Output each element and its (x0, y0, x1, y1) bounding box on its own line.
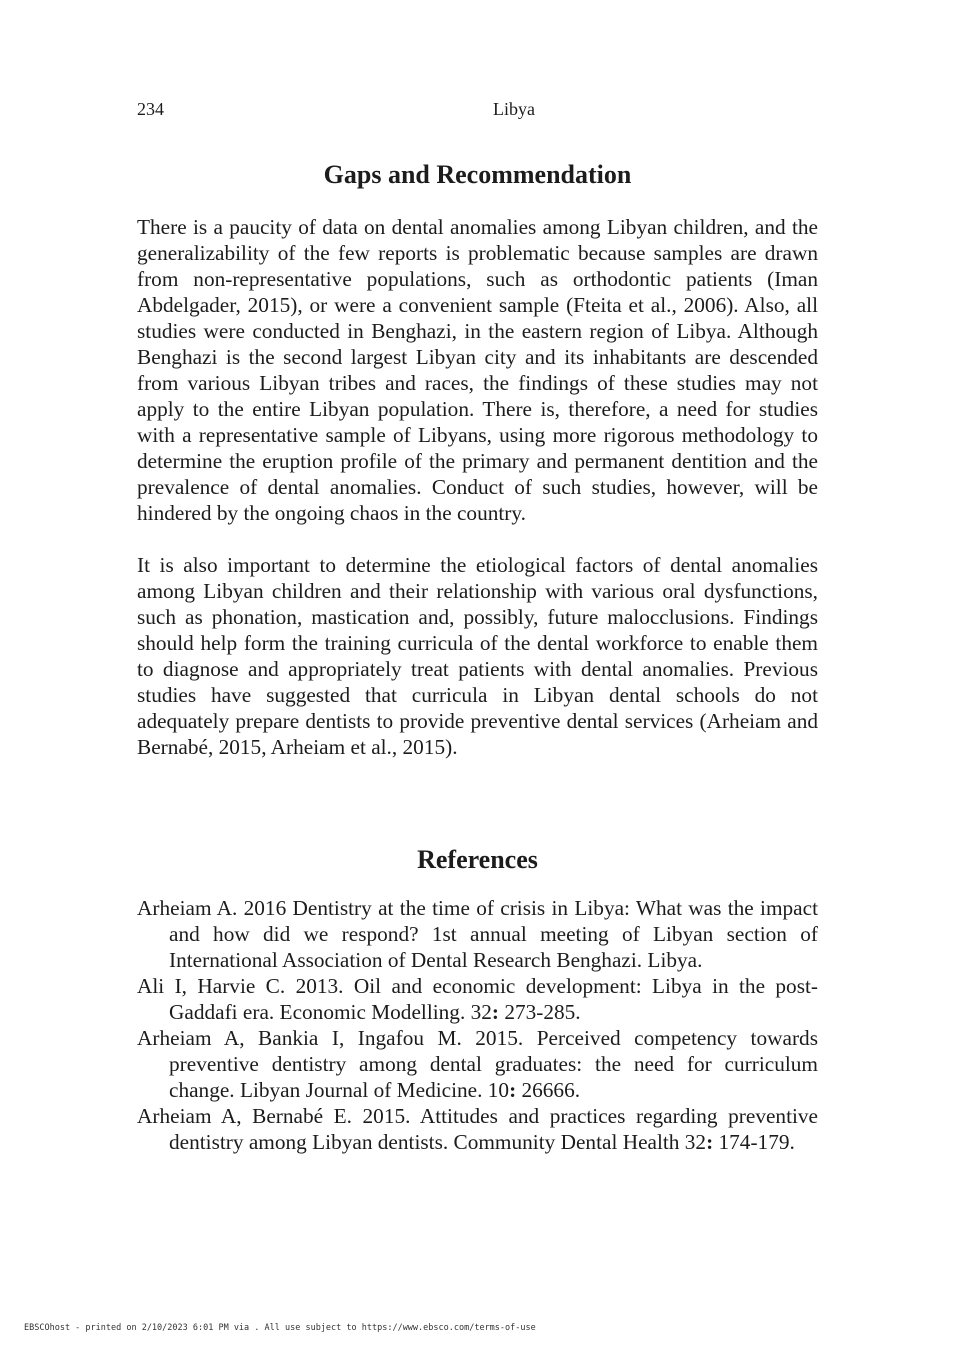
reference-item (137, 1025, 818, 1103)
reference-pages: 174-179. (713, 1130, 795, 1154)
gaps-section (137, 160, 818, 760)
paragraph-1: There is a paucity of data on dental anomalies among Libyan children, and the generalizability of the few reports is problematic because samples are drawn from non-representative populations, such as orthodontic patients (Iman Abdelgader, 2015), or were a convenient sample (Fteita et al., 2006). Also, all studies were conducted in Benghazi, in the eastern region of Libya. Although Benghazi is the second largest Libyan city and its inhabitants are descended from various Libyan tribes and races, the findings of these studies may not apply to the entire Libyan population. There is, therefore, a need for studies with a representative sample of Libyans, using more rigorous methodology to determine the eruption profile of the primary and permanent dentition and the prevalence of dental anomalies. Conduct of such studies, however, will be hindered by the ongoing chaos in the country. (137, 215, 818, 525)
section-heading-gaps: Gaps and Recommendation (323, 160, 632, 189)
running-head: Libya (493, 99, 535, 119)
reference-text: Arheiam A, Bankia I, Ingafou M. 2015. Perceived competency towards preventive dentistry among dental graduates: the need for curriculum change. Libyan Journal of Medicine. 10 (137, 1026, 818, 1102)
reference-text: Ali I, Harvie C. 2013. Oil and economic development: Libya in the post-Gaddafi era. Economic Modelling. 32 (137, 974, 818, 1024)
reference-colon: : (491, 1000, 499, 1024)
footer-notice: EBSCOhost - printed on 2/10/2023 6:01 PM via . All use subject to https://www.ebsco.com/terms-of-use (24, 1323, 536, 1333)
page-number: 234 (137, 99, 164, 119)
reference-pages: 26666. (516, 1078, 581, 1102)
reference-item (137, 973, 818, 1025)
reference-pages: 273-285. (499, 1000, 581, 1024)
reference-colon: : (509, 1078, 517, 1102)
reference-text: Arheiam A, Bernabé E. 2015. Attitudes and practices regarding preventive dentistry among Libyan dentists. Community Dental Health 32 (137, 1104, 818, 1154)
references-section (137, 845, 818, 1155)
reference-text: Arheiam A. 2016 Dentistry at the time of crisis in Libya: What was the impact and how did we respond? 1st annual meeting of Libyan section of International Association of Dental Research Benghazi. Libya. (137, 896, 818, 972)
paragraph-2: It is also important to determine the etiological factors of dental anomalies among Libyan children and their relationship with various oral dysfunctions, such as phonation, mastication and, possibly, future malocclusions. Findings should help form the training curricula of the dental workforce to enable them to diagnose and appropriately treat patients with dental anomalies. Previous studies have suggested that curricula in Libyan dental schools do not adequately prepare dentists to provide preventive dental services (Arheiam and Bernabé, 2015, Arheiam et al., 2015). (137, 553, 818, 759)
section-heading-references: References (417, 845, 538, 874)
reference-item (137, 1103, 818, 1155)
reference-colon: : (706, 1130, 714, 1154)
reference-list (137, 895, 818, 1155)
reference-item (137, 895, 818, 973)
